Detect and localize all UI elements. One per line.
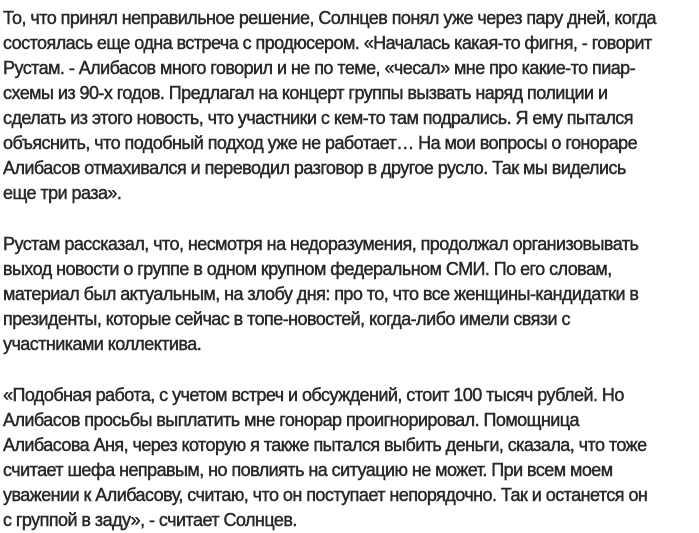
text-line: уважении к Алибасову, считаю, что он поступает непорядочно. Так и останется он (3, 485, 648, 505)
text-line: считает шефа неправым, но повлиять на ситуацию не может. При всем моем (3, 460, 613, 480)
paragraph-2 (3, 232, 696, 357)
text-line: схемы из 90-х годов. Предлагал на концерт группы вызвать наряд полиции и (3, 83, 608, 103)
text-line: объяснить, что подобный подход уже не работает… На мои вопросы о гонораре (3, 133, 638, 153)
paragraph-1 (3, 6, 696, 206)
text-line: еще три раза». (3, 183, 122, 203)
paragraph-3 (3, 383, 696, 533)
text-line: президенты, которые сейчас в топе-новостей, когда-либо имели связи с (3, 309, 570, 329)
text-line: Алибасов отмахивался и переводил разговор в другое русло. Так мы виделись (3, 158, 626, 178)
text-line: «Подобная работа, с учетом встреч и обсуждений, стоит 100 тысяч рублей. Но (3, 385, 624, 405)
text-line: состоялась еще одна встреча с продюсером. «Началась какая-то фигня, - говорит (3, 33, 652, 53)
text-line: участниками коллектива. (3, 334, 202, 354)
text-line: Алибасов просьбы выплатить мне гонорар проигнорировал. Помощница (3, 410, 579, 430)
text-line: с группой в заду», - считает Солнцев. (3, 510, 297, 530)
text-line: сделать из этого новость, что участники с кем-то там подрались. Я ему пытался (3, 108, 633, 128)
text-line: Рустам рассказал, что, несмотря на недоразумения, продолжал организовывать (3, 234, 639, 254)
text-line: материал был актуальным, на злобу дня: про то, что все женщины-кандидатки в (3, 284, 639, 304)
text-line: выход новости о группе в одном крупном федеральном СМИ. По его словам, (3, 259, 612, 279)
text-line: Алибасова Аня, через которую я также пытался выбить деньги, сказала, что тоже (3, 435, 647, 455)
text-line: Рустам. - Алибасов много говорил и не по теме, «чесал» мне про какие-то пиар- (3, 58, 636, 78)
text-line: То, что принял неправильное решение, Солнцев понял уже через пару дней, когда (3, 8, 656, 28)
